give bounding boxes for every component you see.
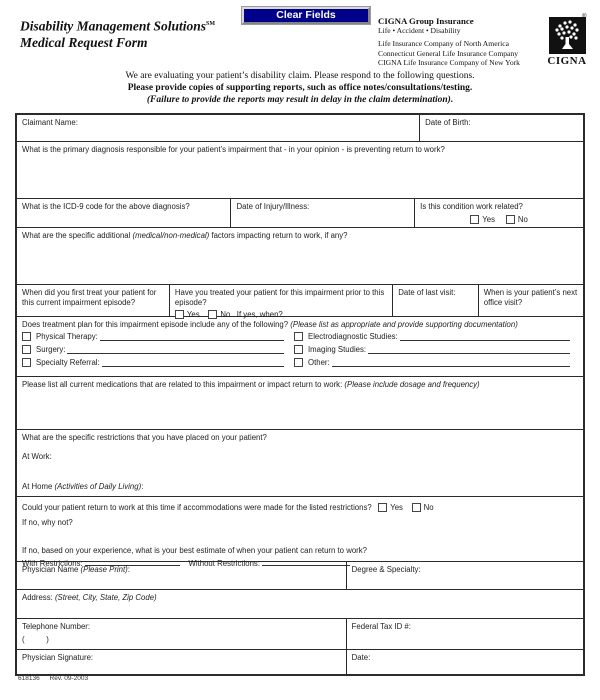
primary-diagnosis-field[interactable]: [17, 142, 583, 198]
primary-diagnosis-label: What is the primary diagnosis responsible for your patient’s impairment that - in your opinion - is preventing return to work?: [22, 145, 445, 154]
if-yes-when-input-line[interactable]: [285, 309, 357, 317]
intro-line1: We are evaluating your patient’s disability claim. Please respond to the following questions.: [125, 71, 475, 81]
intro-text: [0, 70, 600, 106]
if-no-why-label: If no, why not?: [22, 517, 73, 527]
medications-italic: (Please include dosage and frequency): [344, 380, 480, 389]
row-restrictions: [17, 430, 583, 497]
federal-tax-label: Federal Tax ID #:: [351, 622, 411, 631]
restrictions-field[interactable]: [17, 430, 583, 496]
last-visit-field[interactable]: [392, 285, 477, 316]
prior-treat-label: Have you treated your patient for this impairment prior to this episode?: [174, 288, 385, 307]
at-home-italic: (Activities of Daily Living): [54, 482, 142, 491]
treatment-physical-therapy: [22, 332, 294, 341]
accommodations-no-checkbox[interactable]: [412, 503, 421, 512]
accommodations-label: Could your patient return to work at this time if accommodations were made for the listed restrictions?: [22, 503, 372, 512]
date-of-birth-label: Date of Birth:: [425, 118, 471, 127]
treatment-q-italic: (Please list as appropriate and provide supporting documentation): [290, 320, 518, 329]
row-signature: [17, 650, 583, 674]
title-line2: Medical Request Form: [20, 34, 148, 50]
work-related-field: [414, 199, 583, 227]
row-icd9: [17, 199, 583, 228]
signature-label: Physician Signature:: [22, 653, 94, 662]
treatment-surgery: [22, 345, 294, 354]
physical-therapy-input-line[interactable]: [100, 333, 284, 341]
address-label: Address:: [22, 593, 53, 602]
treatment-other: [294, 358, 580, 367]
servicemark: SM: [206, 21, 216, 27]
company-name: CIGNA Group Insurance: [378, 16, 474, 26]
date-label: Date:: [351, 653, 371, 662]
date-field[interactable]: [346, 650, 583, 674]
row-telephone: [17, 619, 583, 650]
surgery-checkbox[interactable]: [22, 345, 31, 354]
work-related-yes-checkbox[interactable]: [470, 215, 479, 224]
cigna-logo: [545, 14, 589, 67]
intro-line2: Please provide copies of supporting reports, such as office notes/consultations/testing.: [127, 83, 473, 93]
no-label: No: [220, 310, 231, 319]
icd9-label: What is the ICD-9 code for the above diagnosis?: [22, 202, 190, 211]
factors-label-italic: (medical/non-medical): [132, 231, 210, 240]
work-related-no-checkbox[interactable]: [506, 215, 515, 224]
company-line: CIGNA Life Insurance Company of New York: [378, 58, 520, 67]
physician-name-label: Physician Name: [22, 565, 79, 574]
with-restrictions-label: With Restrictions:: [22, 558, 83, 568]
date-injury-label: Date of Injury/Illness:: [236, 202, 310, 211]
row-claimant: [17, 115, 583, 142]
degree-specialty-field[interactable]: [346, 562, 583, 589]
next-visit-label: When is your patient’s next office visit?: [483, 288, 578, 307]
claimant-name-field[interactable]: [17, 115, 419, 141]
intro-line3: (Failure to provide the reports may result in delay in the claim determination).: [146, 95, 454, 105]
date-of-birth-field[interactable]: [419, 115, 583, 141]
page-title: [20, 16, 215, 51]
accommodations-yes-checkbox[interactable]: [378, 503, 387, 512]
physician-name-field[interactable]: [17, 562, 346, 589]
form-number: 618136: [18, 675, 40, 682]
form-footer: [18, 675, 96, 682]
treatment-specialty-referral: [22, 358, 294, 367]
factors-label: What are the specific additional: [22, 231, 131, 240]
no-label: No: [517, 214, 528, 224]
if-yes-when-label: If yes, when?: [236, 310, 283, 319]
last-visit-label: Date of last visit:: [398, 288, 456, 297]
surgery-input-line[interactable]: [67, 346, 284, 354]
degree-specialty-label: Degree & Specialty:: [351, 565, 421, 574]
no-label: No: [423, 503, 434, 512]
treatment-q-label: Does treatment plan for this impairment episode include any of the following?: [22, 320, 289, 329]
company-info: [378, 16, 520, 68]
date-injury-field[interactable]: [230, 199, 414, 227]
cigna-tree-icon: [549, 14, 587, 54]
yes-label: Yes: [482, 214, 496, 224]
medical-request-form: [15, 113, 585, 676]
other-input-line[interactable]: [332, 359, 570, 367]
row-return-to-work: [17, 497, 583, 568]
phone-parens: ( ): [22, 634, 49, 644]
medications-field[interactable]: [17, 377, 583, 429]
at-home-label: At Home: [22, 482, 53, 491]
specialty-referral-input-line[interactable]: [102, 359, 284, 367]
other-label: Other:: [308, 357, 330, 367]
telephone-label: Telephone Number:: [22, 622, 91, 631]
treatment-electrodiagnostic: [294, 332, 580, 341]
return-to-work-field: [17, 497, 583, 568]
specialty-referral-label: Specialty Referral:: [36, 357, 100, 367]
signature-field[interactable]: [17, 650, 346, 674]
additional-factors-field[interactable]: [17, 228, 583, 284]
physician-name-colon: :: [127, 565, 130, 574]
yes-label: Yes: [186, 310, 200, 319]
other-checkbox[interactable]: [294, 358, 303, 367]
surgery-label: Surgery:: [36, 344, 66, 354]
at-work-label: At Work:: [22, 451, 52, 461]
treatment-plan-question: [17, 317, 583, 330]
first-treat-label: When did you first treat your patient for this current impairment episode?: [22, 288, 157, 307]
restrictions-label: What are the specific restrictions that you have placed on your patient?: [22, 433, 267, 442]
specialty-referral-checkbox[interactable]: [22, 358, 31, 367]
cigna-logo-text: CIGNA: [547, 55, 587, 67]
row-primary-diagnosis: [17, 142, 583, 199]
physical-therapy-checkbox[interactable]: [22, 332, 31, 341]
row-treatment-plan: [17, 317, 583, 377]
electrodiagnostic-checkbox[interactable]: [294, 332, 303, 341]
address-field[interactable]: [17, 590, 583, 618]
imaging-checkbox[interactable]: [294, 345, 303, 354]
without-restrictions-label: Without Restrictions:: [188, 558, 260, 568]
imaging-label: Imaging Studies:: [308, 344, 367, 354]
electrodiagnostic-input-line[interactable]: [400, 333, 570, 341]
title-line1: Disability Management Solutions: [20, 18, 207, 34]
work-related-label: Is this condition work related?: [420, 202, 523, 211]
row-medications: [17, 377, 583, 430]
company-tagline: Life • Accident • Disability: [378, 26, 461, 35]
company-line: Life Insurance Company of North America: [378, 39, 509, 48]
row-physician-name: [17, 562, 583, 590]
factors-label-suffix: factors impacting return to work, if any?: [211, 231, 348, 240]
physical-therapy-label: Physical Therapy:: [36, 331, 98, 341]
row-treatment-history: [17, 285, 583, 317]
treatment-imaging: [294, 345, 580, 354]
prior-treat-field: [169, 285, 392, 319]
physician-name-italic: (Please Print): [80, 565, 128, 574]
registered-mark: ®: [582, 14, 587, 20]
medications-label: Please list all current medications that are related to this impairment or impact return to work:: [22, 380, 343, 389]
estimate-label: If no, based on your experience, what is your best estimate of when your patient can return to work?: [22, 546, 367, 555]
claimant-name-label: Claimant Name:: [22, 118, 78, 127]
company-line: Connecticut General Life Insurance Company: [378, 48, 519, 58]
form-revision: Rev. 09-2003: [49, 675, 89, 682]
clear-fields-button[interactable]: Clear Fields: [242, 7, 370, 24]
electrodiagnostic-label: Electrodiagnostic Studies:: [308, 331, 398, 341]
yes-label: Yes: [390, 503, 403, 512]
federal-tax-field[interactable]: [346, 619, 583, 649]
telephone-field[interactable]: [17, 619, 346, 649]
first-treat-field[interactable]: [17, 285, 169, 316]
row-additional-factors: [17, 228, 583, 285]
icd9-field[interactable]: [17, 199, 230, 227]
at-home-colon: :: [141, 482, 144, 491]
address-italic: (Street, City, State, Zip Code): [54, 593, 157, 602]
imaging-input-line[interactable]: [368, 346, 570, 354]
next-visit-field[interactable]: [478, 285, 583, 316]
row-address: [17, 590, 583, 619]
